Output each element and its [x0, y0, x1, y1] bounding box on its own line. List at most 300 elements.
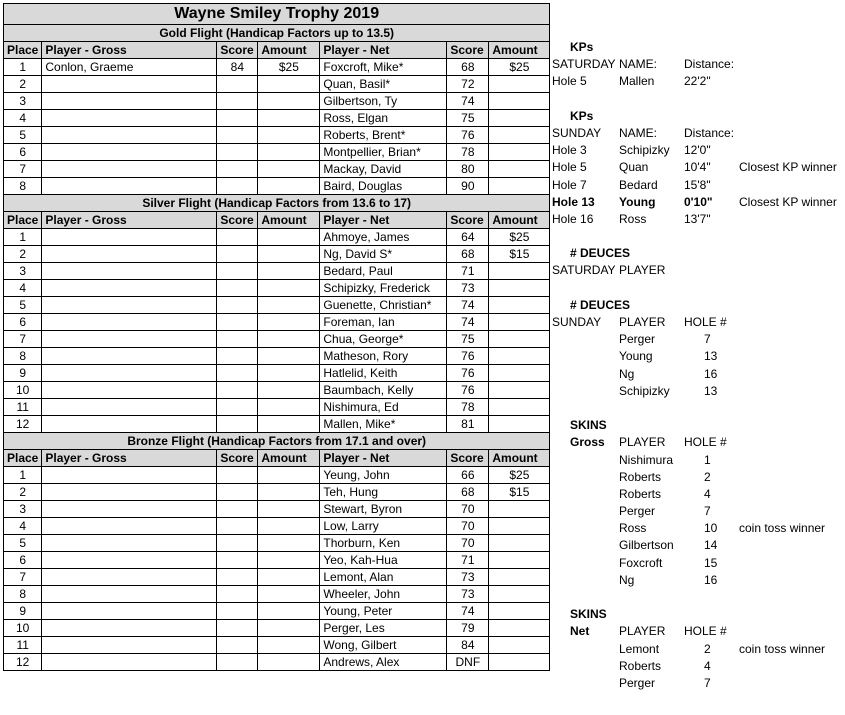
gross-amount-cell — [258, 467, 320, 484]
net-amount-cell — [489, 297, 550, 314]
net-score-cell: 80 — [447, 161, 489, 178]
net-player-cell: Stewart, Byron — [320, 501, 447, 518]
table-row — [4, 518, 550, 535]
gross-amount-cell — [258, 110, 320, 127]
side-row — [552, 520, 842, 537]
header-net: Player - Net — [320, 212, 447, 229]
side-row — [552, 142, 842, 159]
gross-score-cell — [217, 144, 258, 161]
place-cell: 4 — [4, 110, 42, 127]
gross-score-cell — [217, 535, 258, 552]
place-cell: 11 — [4, 399, 42, 416]
gross-score-cell — [217, 603, 258, 620]
net-player-cell: Foreman, Ian — [320, 314, 447, 331]
net-score-cell: 74 — [447, 297, 489, 314]
side-text: Schipizky — [619, 383, 670, 398]
gross-score-cell — [217, 365, 258, 382]
net-score-cell: 68 — [447, 59, 489, 76]
place-cell: 4 — [4, 280, 42, 297]
net-player-cell: Teh, Hung — [320, 484, 447, 501]
side-panel — [552, 39, 842, 692]
side-row — [552, 91, 842, 108]
side-row — [552, 383, 842, 400]
net-score-cell: 76 — [447, 348, 489, 365]
side-row — [552, 452, 842, 469]
side-text: PLAYER — [619, 435, 666, 450]
side-row — [552, 469, 842, 486]
side-text: Mallen — [619, 74, 655, 89]
side-text: Roberts — [619, 469, 662, 484]
place-cell: 12 — [4, 416, 42, 433]
net-amount-cell — [489, 280, 550, 297]
net-player-cell: Ross, Elgan — [320, 110, 447, 127]
table-row — [4, 535, 550, 552]
place-cell: 7 — [4, 161, 42, 178]
net-score-cell: 70 — [447, 518, 489, 535]
side-text: HOLE # — [684, 435, 727, 450]
gross-player-cell — [42, 382, 217, 399]
table-row — [4, 59, 550, 76]
side-text: Net — [570, 624, 590, 639]
gross-player-cell — [42, 416, 217, 433]
place-cell: 3 — [4, 93, 42, 110]
place-cell: 4 — [4, 518, 42, 535]
net-score-cell: 74 — [447, 603, 489, 620]
net-score-cell: 68 — [447, 484, 489, 501]
header-net: Player - Net — [320, 42, 447, 59]
gross-score-cell — [217, 552, 258, 569]
net-score-cell: 79 — [447, 620, 489, 637]
net-player-cell: Schipizky, Frederick — [320, 280, 447, 297]
net-amount-cell — [489, 382, 550, 399]
net-score-cell: 76 — [447, 382, 489, 399]
header-amount: Amount — [489, 42, 550, 59]
net-score-cell: 72 — [447, 76, 489, 93]
table-row — [4, 416, 550, 433]
header-place: Place — [4, 212, 42, 229]
side-row — [552, 417, 842, 434]
side-text: 7 — [704, 332, 711, 347]
place-cell: 8 — [4, 178, 42, 195]
place-cell: 9 — [4, 603, 42, 620]
net-player-cell: Gilbertson, Ty — [320, 93, 447, 110]
net-score-cell: 70 — [447, 535, 489, 552]
flight-title: Bronze Flight (Handicap Factors from 17.1 and over) — [4, 433, 550, 450]
side-text: SUNDAY — [552, 315, 602, 329]
net-player-cell: Wong, Gilbert — [320, 637, 447, 654]
net-amount-cell — [489, 569, 550, 586]
side-text: Hole 5 — [552, 74, 587, 89]
net-amount-cell — [489, 348, 550, 365]
header-gross: Player - Gross — [42, 212, 217, 229]
gross-player-cell — [42, 501, 217, 518]
gross-score-cell — [217, 586, 258, 603]
gross-score-cell — [217, 314, 258, 331]
net-score-cell: 74 — [447, 314, 489, 331]
side-text: SKINS — [570, 418, 607, 433]
place-cell: 8 — [4, 586, 42, 603]
side-row — [552, 572, 842, 589]
net-amount-cell: $15 — [489, 246, 550, 263]
side-row — [552, 159, 842, 176]
net-score-cell: 64 — [447, 229, 489, 246]
side-text: Hole 5 — [552, 160, 587, 175]
net-amount-cell — [489, 399, 550, 416]
side-text: 16 — [704, 572, 718, 587]
gross-player-cell — [42, 484, 217, 501]
side-row — [552, 675, 842, 692]
place-cell: 12 — [4, 654, 42, 671]
side-text: coin toss winner — [739, 641, 826, 656]
side-row — [552, 262, 842, 279]
gross-score-cell — [217, 93, 258, 110]
side-row — [552, 537, 842, 554]
table-row — [4, 569, 550, 586]
gross-player-cell — [42, 586, 217, 603]
gross-score-cell — [217, 127, 258, 144]
side-text: Perger — [619, 332, 656, 347]
net-score-cell: 73 — [447, 569, 489, 586]
gross-player-cell — [42, 467, 217, 484]
side-text: 16 — [704, 366, 718, 381]
side-text: 15'8" — [684, 177, 711, 192]
net-player-cell: Roberts, Brent* — [320, 127, 447, 144]
side-text: Quan — [619, 160, 649, 175]
side-text: Gross — [570, 435, 605, 450]
net-amount-cell — [489, 178, 550, 195]
place-cell: 10 — [4, 382, 42, 399]
gross-player-cell — [42, 297, 217, 314]
place-cell: 7 — [4, 569, 42, 586]
place-cell: 2 — [4, 246, 42, 263]
place-cell: 1 — [4, 229, 42, 246]
side-text: PLAYER — [619, 315, 666, 329]
table-row — [4, 620, 550, 637]
net-player-cell: Guenette, Christian* — [320, 297, 447, 314]
place-cell: 5 — [4, 127, 42, 144]
side-row — [552, 366, 842, 383]
gross-amount-cell — [258, 263, 320, 280]
flight-title: Gold Flight (Handicap Factors up to 13.5) — [4, 25, 550, 42]
gross-amount-cell — [258, 93, 320, 110]
gross-amount-cell — [258, 569, 320, 586]
side-text: # DEUCES — [570, 246, 631, 261]
table-row — [4, 586, 550, 603]
net-amount-cell: $25 — [489, 229, 550, 246]
net-score-cell: 74 — [447, 93, 489, 110]
net-amount-cell: $25 — [489, 59, 550, 76]
side-text: NAME: — [619, 125, 658, 140]
page-title: Wayne Smiley Trophy 2019 — [4, 4, 550, 25]
net-amount-cell — [489, 127, 550, 144]
gross-player-cell — [42, 535, 217, 552]
side-row — [552, 194, 842, 211]
net-player-cell: Baumbach, Kelly — [320, 382, 447, 399]
side-text: Schipizky — [619, 143, 670, 158]
gross-amount-cell — [258, 399, 320, 416]
net-player-cell: Ng, David S* — [320, 246, 447, 263]
header-gross: Player - Gross — [42, 42, 217, 59]
place-cell: 5 — [4, 535, 42, 552]
side-text: Young — [619, 194, 656, 209]
table-row — [4, 76, 550, 93]
side-text: Bedard — [619, 177, 658, 192]
gross-player-cell — [42, 127, 217, 144]
side-text: KPs — [570, 108, 594, 123]
net-player-cell: Baird, Douglas — [320, 178, 447, 195]
side-text: 15 — [704, 555, 718, 570]
side-text: 7 — [704, 675, 711, 690]
header-amount: Amount — [489, 212, 550, 229]
side-text: Hole 7 — [552, 177, 587, 192]
side-text: Gilbertson — [619, 538, 674, 553]
net-score-cell: 90 — [447, 178, 489, 195]
gross-amount-cell — [258, 518, 320, 535]
side-text: KPs — [570, 40, 594, 54]
side-text: Ng — [619, 572, 635, 587]
side-row — [552, 623, 842, 640]
place-cell: 6 — [4, 552, 42, 569]
table-row — [4, 382, 550, 399]
side-row — [552, 177, 842, 194]
net-player-cell: Thorburn, Ken — [320, 535, 447, 552]
gross-amount-cell — [258, 552, 320, 569]
table-row — [4, 399, 550, 416]
header-score: Score — [217, 212, 258, 229]
side-text: Ng — [619, 366, 635, 381]
side-text: 4 — [704, 486, 711, 501]
net-amount-cell — [489, 586, 550, 603]
place-cell: 1 — [4, 59, 42, 76]
side-text: # DEUCES — [570, 297, 631, 312]
net-score-cell: 84 — [447, 637, 489, 654]
gross-player-cell — [42, 76, 217, 93]
gross-amount-cell — [258, 76, 320, 93]
net-score-cell: 76 — [447, 127, 489, 144]
net-amount-cell — [489, 416, 550, 433]
gross-score-cell — [217, 280, 258, 297]
gross-score-cell — [217, 467, 258, 484]
gross-amount-cell — [258, 654, 320, 671]
side-row — [552, 39, 842, 56]
gross-score-cell — [217, 501, 258, 518]
gross-amount-cell — [258, 297, 320, 314]
gross-amount-cell — [258, 314, 320, 331]
gross-score-cell — [217, 518, 258, 535]
net-player-cell: Young, Peter — [320, 603, 447, 620]
table-row — [4, 331, 550, 348]
gross-score-cell — [217, 484, 258, 501]
gross-player-cell — [42, 144, 217, 161]
side-text: SUNDAY — [552, 125, 602, 140]
net-amount-cell — [489, 144, 550, 161]
net-amount-cell — [489, 654, 550, 671]
gross-player-cell — [42, 654, 217, 671]
gross-score-cell — [217, 654, 258, 671]
gross-player-cell — [42, 263, 217, 280]
net-score-cell: DNF — [447, 654, 489, 671]
side-text: HOLE # — [684, 624, 727, 639]
net-player-cell: Nishimura, Ed — [320, 399, 447, 416]
side-text: SKINS — [570, 607, 607, 622]
side-text: 1 — [704, 452, 711, 467]
side-text: 7 — [704, 504, 711, 519]
side-row — [552, 73, 842, 90]
side-text: 10'4" — [684, 160, 711, 175]
side-row — [552, 125, 842, 142]
header-score: Score — [447, 450, 489, 467]
side-text: 13'7" — [684, 211, 711, 226]
place-cell: 3 — [4, 501, 42, 518]
side-row — [552, 400, 842, 417]
side-row — [552, 658, 842, 675]
side-text: Closest KP winner — [739, 194, 837, 209]
header-amount: Amount — [258, 212, 320, 229]
gross-amount-cell — [258, 416, 320, 433]
gross-amount-cell — [258, 280, 320, 297]
side-text: 2 — [704, 641, 711, 656]
table-row — [4, 484, 550, 501]
gross-player-cell — [42, 314, 217, 331]
side-text: Nishimura — [619, 452, 674, 467]
net-score-cell: 78 — [447, 144, 489, 161]
side-row — [552, 486, 842, 503]
gross-score-cell — [217, 110, 258, 127]
gross-player-cell — [42, 518, 217, 535]
gross-amount-cell — [258, 127, 320, 144]
gross-score-cell — [217, 620, 258, 637]
gross-amount-cell — [258, 382, 320, 399]
side-text: Hole 3 — [552, 143, 587, 158]
header-amount: Amount — [258, 42, 320, 59]
side-text: Young — [619, 349, 653, 364]
results-table — [3, 3, 550, 671]
net-player-cell: Yeung, John — [320, 467, 447, 484]
gross-amount-cell — [258, 620, 320, 637]
side-text: HOLE # — [684, 315, 727, 329]
header-place: Place — [4, 42, 42, 59]
side-text: Roberts — [619, 658, 662, 673]
side-row — [552, 228, 842, 245]
table-row — [4, 365, 550, 382]
side-row — [552, 314, 842, 331]
side-row — [552, 297, 842, 314]
side-text: 22'2" — [684, 74, 711, 89]
place-cell: 1 — [4, 467, 42, 484]
net-score-cell: 66 — [447, 467, 489, 484]
net-player-cell: Foxcroft, Mike* — [320, 59, 447, 76]
net-amount-cell — [489, 518, 550, 535]
net-amount-cell: $15 — [489, 484, 550, 501]
net-player-cell: Quan, Basil* — [320, 76, 447, 93]
gross-score-cell — [217, 263, 258, 280]
side-text: Ross — [619, 521, 647, 536]
header-place: Place — [4, 450, 42, 467]
side-text: Hole 16 — [552, 211, 594, 226]
net-amount-cell — [489, 620, 550, 637]
net-amount-cell — [489, 263, 550, 280]
gross-player-cell — [42, 603, 217, 620]
side-row — [552, 641, 842, 658]
net-score-cell: 73 — [447, 586, 489, 603]
gross-player-cell — [42, 348, 217, 365]
net-player-cell: Matheson, Rory — [320, 348, 447, 365]
gross-score-cell — [217, 348, 258, 365]
table-row — [4, 637, 550, 654]
net-player-cell: Wheeler, John — [320, 586, 447, 603]
gross-amount-cell — [258, 229, 320, 246]
gross-player-cell — [42, 637, 217, 654]
side-text: Roberts — [619, 486, 662, 501]
net-amount-cell — [489, 314, 550, 331]
table-row — [4, 297, 550, 314]
net-player-cell: Hatlelid, Keith — [320, 365, 447, 382]
table-row — [4, 501, 550, 518]
place-cell: 8 — [4, 348, 42, 365]
gross-score-cell — [217, 382, 258, 399]
gross-player-cell — [42, 569, 217, 586]
flight-title: Silver Flight (Handicap Factors from 13.6 to 17) — [4, 195, 550, 212]
gross-player-cell — [42, 246, 217, 263]
gross-amount-cell — [258, 144, 320, 161]
header-amount: Amount — [258, 450, 320, 467]
table-row — [4, 161, 550, 178]
header-score: Score — [217, 450, 258, 467]
side-row — [552, 555, 842, 572]
side-text: 0'10" — [684, 194, 713, 209]
gross-score-cell — [217, 76, 258, 93]
table-row — [4, 552, 550, 569]
place-cell: 7 — [4, 331, 42, 348]
gross-player-cell — [42, 161, 217, 178]
gross-score-cell — [217, 637, 258, 654]
gross-score-cell — [217, 246, 258, 263]
net-score-cell: 70 — [447, 501, 489, 518]
net-amount-cell — [489, 535, 550, 552]
side-text: 4 — [704, 658, 711, 673]
gross-score-cell — [217, 569, 258, 586]
net-score-cell: 73 — [447, 280, 489, 297]
net-amount-cell — [489, 161, 550, 178]
gross-player-cell — [42, 399, 217, 416]
table-row — [4, 467, 550, 484]
net-player-cell: Bedard, Paul — [320, 263, 447, 280]
table-row — [4, 280, 550, 297]
gross-score-cell — [217, 229, 258, 246]
net-player-cell: Mackay, David — [320, 161, 447, 178]
table-row — [4, 654, 550, 671]
side-row — [552, 245, 842, 262]
gross-amount-cell — [258, 535, 320, 552]
table-row — [4, 229, 550, 246]
net-score-cell: 78 — [447, 399, 489, 416]
table-row — [4, 110, 550, 127]
side-text: PLAYER — [619, 624, 666, 639]
place-cell: 6 — [4, 314, 42, 331]
net-amount-cell — [489, 501, 550, 518]
table-row — [4, 127, 550, 144]
place-cell: 5 — [4, 297, 42, 314]
net-amount-cell: $25 — [489, 467, 550, 484]
side-row — [552, 211, 842, 228]
side-text: Perger — [619, 675, 656, 690]
gross-player-cell — [42, 552, 217, 569]
side-text: Ross — [619, 211, 647, 226]
gross-player-cell — [42, 178, 217, 195]
side-row — [552, 503, 842, 520]
header-score: Score — [217, 42, 258, 59]
net-amount-cell — [489, 637, 550, 654]
